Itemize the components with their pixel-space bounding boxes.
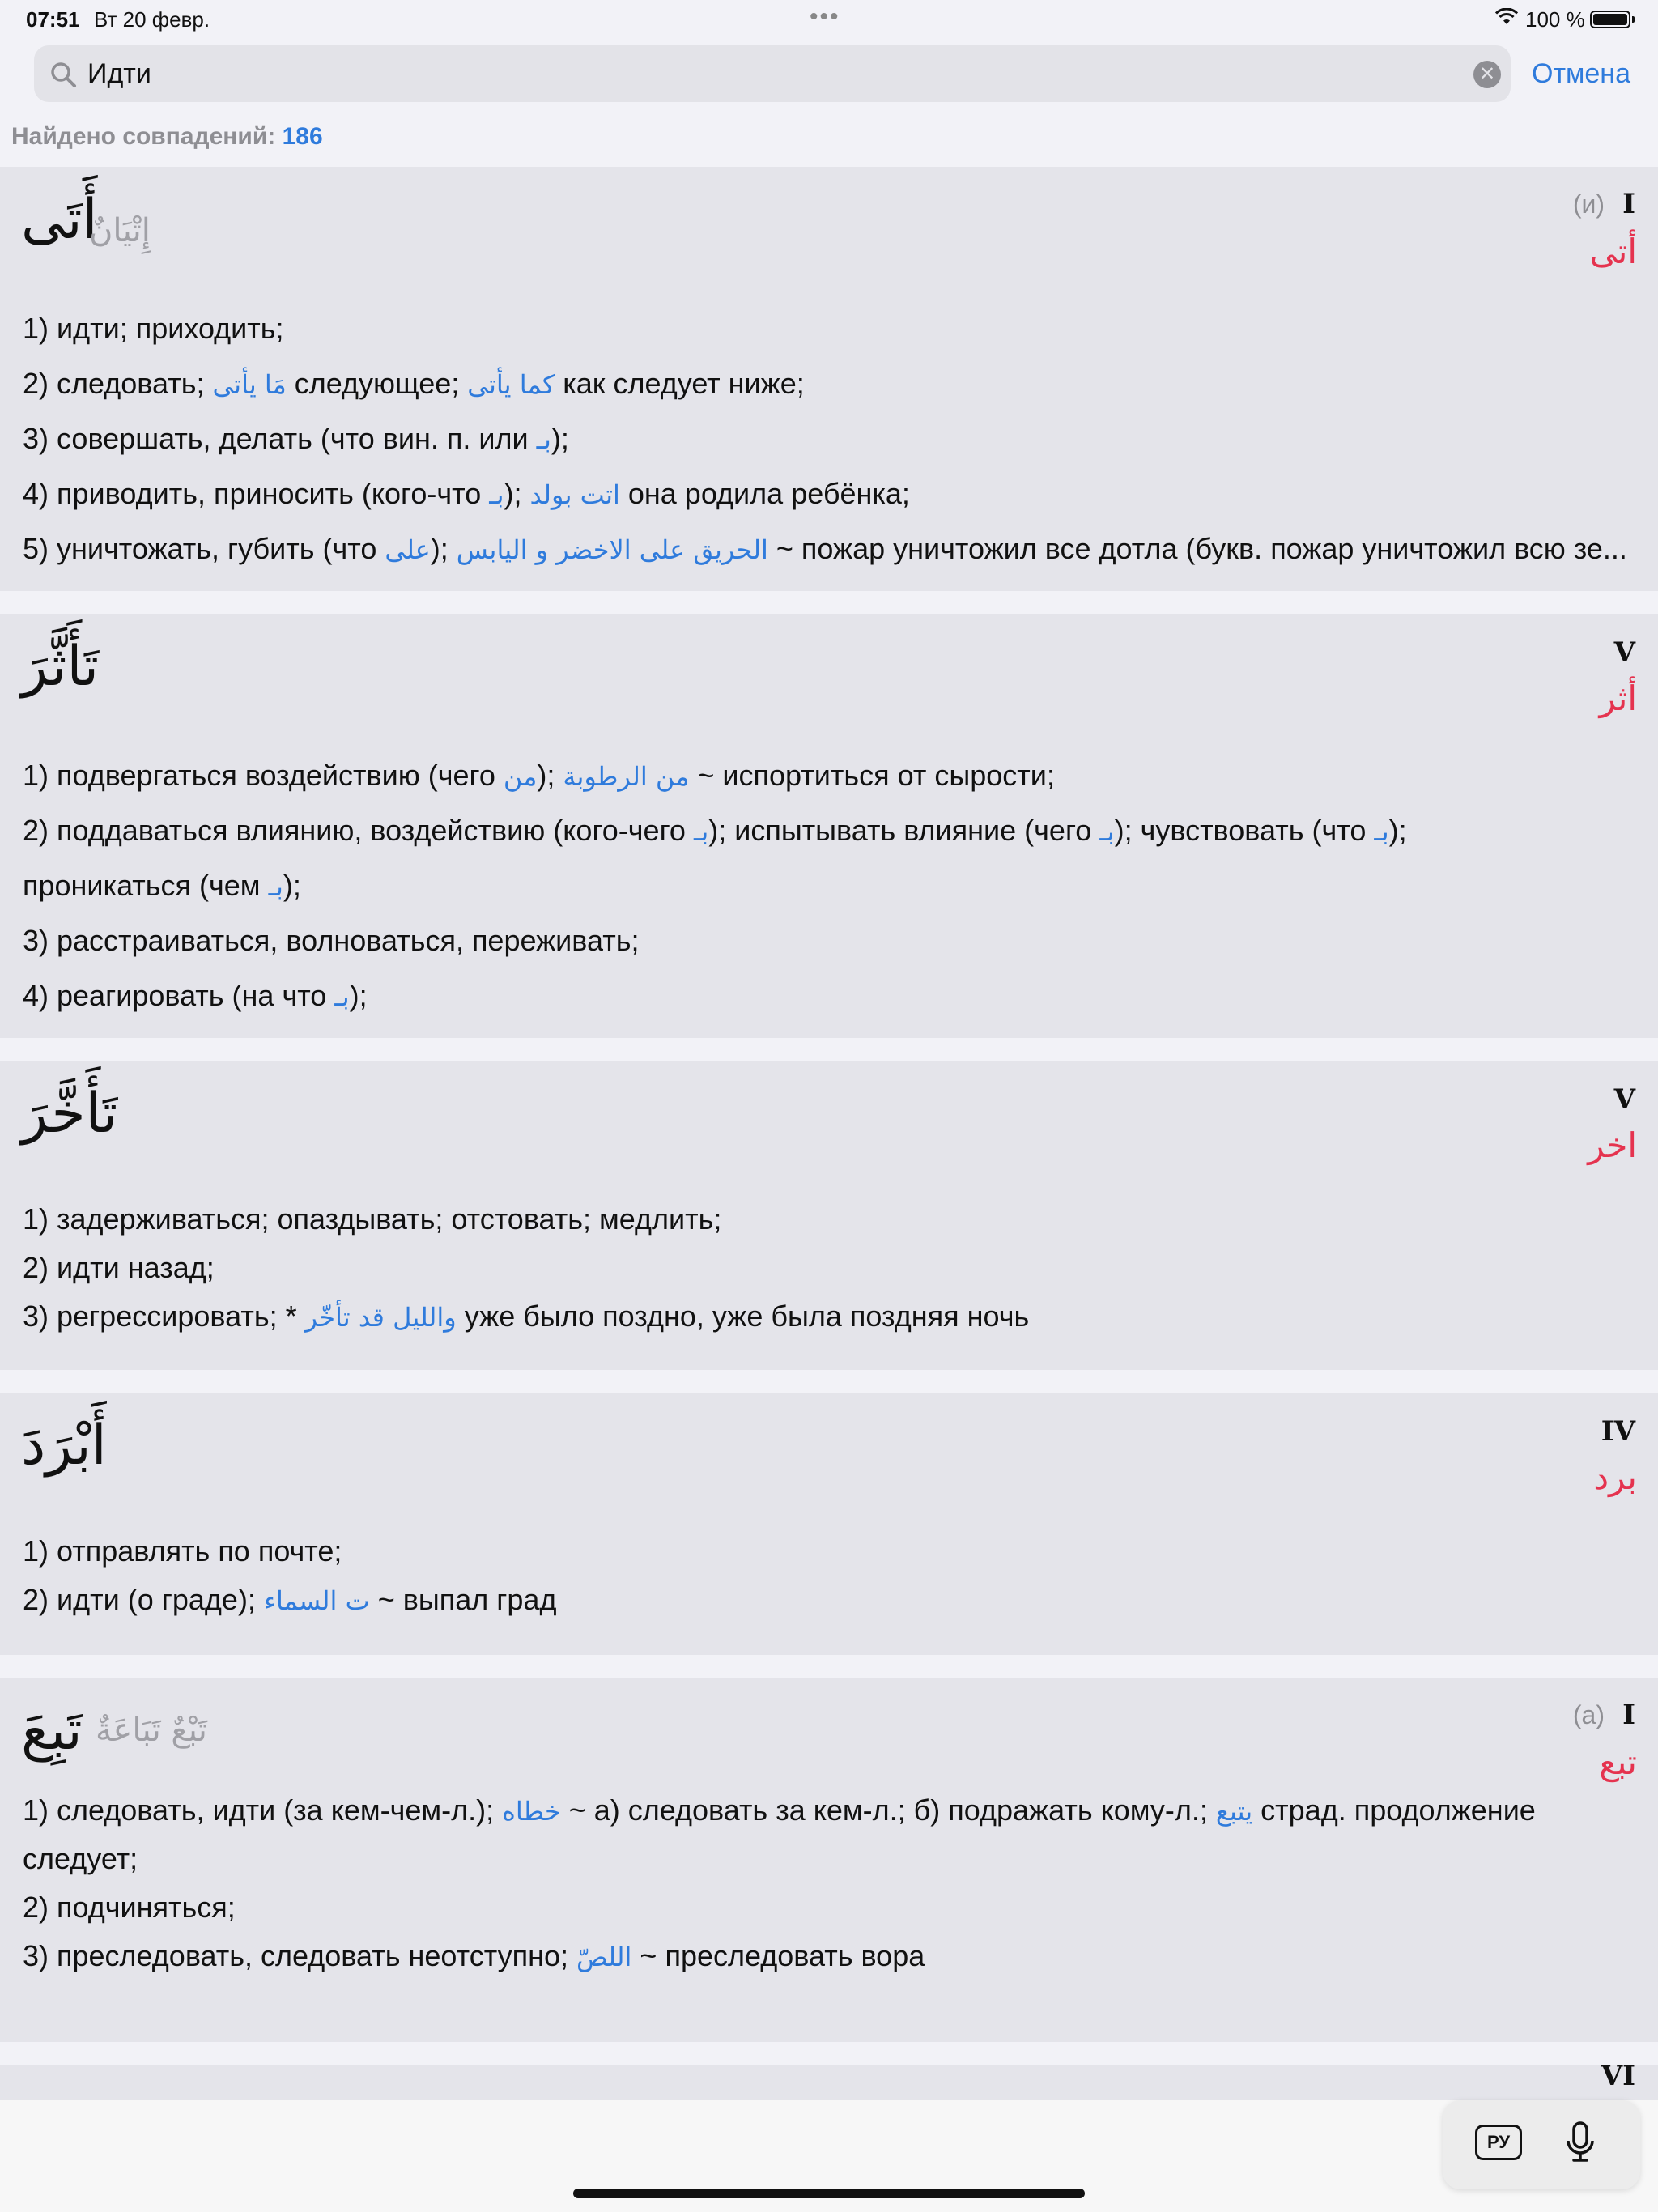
arabic-example-link[interactable]: مَا يأتى xyxy=(212,369,287,400)
arabic-example-link[interactable]: من الرطوبة xyxy=(563,761,690,792)
definition-text: ); xyxy=(283,869,301,902)
arabic-example-link[interactable]: بـ xyxy=(693,816,709,847)
entry-root: تبع xyxy=(1599,1742,1637,1782)
definition-line xyxy=(23,521,1634,576)
entry-headword: تَأَخَّرَ xyxy=(21,1082,118,1146)
definition-text: 5) уничтожать, губить (что xyxy=(23,532,385,565)
result-entry[interactable] xyxy=(0,614,1658,1038)
definition-text: ~ испортиться от сырости; xyxy=(689,759,1055,792)
arabic-example-link[interactable]: خطاه xyxy=(502,1796,561,1827)
entry-root: اخر xyxy=(1588,1125,1637,1165)
definition-text: ~ преследовать вора xyxy=(631,1939,925,1972)
entry-root: أتى xyxy=(1589,232,1637,271)
entry-vowel: (и) xyxy=(1572,189,1605,219)
definition-line xyxy=(23,748,1634,803)
result-entry[interactable] xyxy=(0,167,1658,591)
entry-form: V xyxy=(1613,1083,1635,1116)
microphone-icon[interactable] xyxy=(1564,2120,1596,2165)
status-time: 07:51 xyxy=(26,7,80,32)
cancel-button[interactable]: Отмена xyxy=(1532,58,1630,89)
status-bar xyxy=(0,0,1658,39)
definition-text: 1) отправлять по почте; xyxy=(23,1534,342,1568)
arabic-example-link[interactable]: بـ xyxy=(334,981,350,1012)
definition-text: 2) подчиняться; xyxy=(23,1891,236,1924)
entry-headword: أَبْرَدَ xyxy=(21,1414,107,1478)
definition-text: 3) регрессировать; * xyxy=(23,1300,305,1333)
entry-form: I xyxy=(1622,188,1635,220)
entry-definitions xyxy=(23,1527,1634,1624)
home-indicator[interactable] xyxy=(573,2189,1085,2198)
arabic-example-link[interactable]: بـ xyxy=(268,871,283,902)
definition-text: 2) поддаваться влиянию, воздействию (кого-чего xyxy=(23,814,694,847)
arabic-example-link[interactable]: بـ xyxy=(536,424,551,455)
definition-text: следующее; xyxy=(286,367,468,400)
search-row xyxy=(0,42,1658,107)
definition-text: ); чувствовать (что xyxy=(1114,814,1375,847)
definition-line xyxy=(23,1883,1634,1932)
result-entry[interactable] xyxy=(0,1061,1658,1370)
definition-line xyxy=(23,913,1634,968)
definition-text: как следует ниже; xyxy=(555,367,805,400)
definition-text: 1) задерживаться; опаздывать; отстовать; медлить; xyxy=(23,1202,722,1236)
definition-text: ); xyxy=(537,759,563,792)
arabic-example-link[interactable]: على xyxy=(385,534,431,565)
definition-line xyxy=(23,411,1634,466)
definition-line xyxy=(23,466,1634,521)
definition-text: 3) совершать, делать (что вин. п. или xyxy=(23,422,537,455)
definition-text: 3) расстраиваться, волноваться, переживать; xyxy=(23,924,640,957)
entry-definitions xyxy=(23,301,1634,576)
definition-text: 3) преследовать, следовать неотступно; xyxy=(23,1939,576,1972)
entry-definitions xyxy=(23,748,1634,1023)
definition-line xyxy=(23,301,1634,356)
status-date: Вт 20 февр. xyxy=(94,7,210,32)
definition-text: страд. продолжение xyxy=(1252,1793,1536,1827)
multitasking-dots-icon[interactable]: ••• xyxy=(810,3,840,30)
definition-text: 2) идти (о граде); xyxy=(23,1583,264,1616)
arabic-example-link[interactable]: يتبع xyxy=(1215,1796,1253,1827)
arabic-example-link[interactable]: اتت بولد xyxy=(529,479,620,510)
definition-text: уже было поздно, уже была поздняя ночь xyxy=(456,1300,1030,1333)
definition-line xyxy=(23,1244,1634,1292)
definition-text: 2) следовать; xyxy=(23,367,213,400)
entry-form: I xyxy=(1622,1699,1635,1731)
wifi-icon xyxy=(1494,8,1519,26)
arabic-example-link[interactable]: والليل قد تأخّر xyxy=(304,1302,457,1333)
entry-headword: تَأَثَّرَ xyxy=(21,635,100,699)
definition-text: она родила ребёнка; xyxy=(619,477,910,510)
keyboard-accessory xyxy=(1443,2100,1640,2189)
result-entry[interactable] xyxy=(0,1678,1658,2042)
entry-headword: أَتَى xyxy=(21,188,98,252)
results-count-label: Найдено совпадений: xyxy=(11,123,276,150)
entry-masdar: إِتْيَانٌ xyxy=(89,212,151,249)
entry-headword: تَبِعَ xyxy=(21,1699,83,1763)
definition-line xyxy=(23,1576,1634,1624)
arabic-example-link[interactable]: بـ xyxy=(489,479,504,510)
arabic-example-link[interactable]: ت السماء xyxy=(263,1585,370,1616)
arabic-example-link[interactable]: من xyxy=(503,761,538,792)
definition-line xyxy=(23,356,1634,411)
entry-form: IV xyxy=(1601,1415,1635,1448)
definition-line xyxy=(23,1195,1634,1244)
arabic-example-link[interactable]: بـ xyxy=(1099,816,1115,847)
language-switch-button[interactable]: РУ xyxy=(1475,2125,1522,2160)
definition-text: проникаться (чем xyxy=(23,869,269,902)
arabic-example-link[interactable]: بـ xyxy=(1374,816,1389,847)
definition-text: ~ а) следовать за кем-л.; б) подражать кому-л.; xyxy=(560,1793,1216,1827)
entry-form: VI xyxy=(1601,2060,1635,2092)
definition-text: ); xyxy=(1388,814,1407,847)
search-icon xyxy=(49,60,78,89)
definition-text: 1) идти; приходить; xyxy=(23,312,284,345)
definition-text: 1) следовать, идти (за кем-чем-л.); xyxy=(23,1793,503,1827)
definition-text: 2) идти назад; xyxy=(23,1251,215,1284)
search-bar[interactable] xyxy=(34,45,1511,102)
definition-line xyxy=(23,968,1634,1023)
definition-text: ); испытывать влияние (чего xyxy=(708,814,1100,847)
definition-text: 4) реагировать (на что xyxy=(23,979,335,1012)
entry-root: أثر xyxy=(1599,678,1637,718)
results-count-value: 186 xyxy=(282,123,323,150)
definition-text: следует; xyxy=(23,1842,138,1875)
entry-form: V xyxy=(1613,636,1635,669)
entry-definitions xyxy=(23,1786,1634,1980)
entry-definitions xyxy=(23,1195,1634,1341)
definition-line xyxy=(23,1932,1634,1980)
definition-text: ); xyxy=(349,979,368,1012)
definition-text: ); xyxy=(430,532,457,565)
definition-line xyxy=(23,1835,1634,1883)
entry-masdar: تَبْعٌ تَبَاعَةٌ xyxy=(96,1712,207,1749)
definition-text: ~ выпал град xyxy=(369,1583,557,1616)
arabic-example-link[interactable]: الحريق على الاخضر و اليابس xyxy=(456,534,768,565)
definition-line xyxy=(23,858,1634,913)
definition-text: ~ пожар уничтожил все дотла (букв. пожар уничтожил всю зе... xyxy=(767,532,1627,565)
clear-icon[interactable]: ✕ xyxy=(1473,61,1501,88)
search-input[interactable] xyxy=(87,58,1448,90)
arabic-example-link[interactable]: كما يأتى xyxy=(467,369,555,400)
entry-vowel: (a) xyxy=(1572,1700,1605,1729)
definition-text: 4) приводить, приносить (кого-что xyxy=(23,477,490,510)
definition-line xyxy=(23,1292,1634,1341)
definition-line xyxy=(23,1786,1634,1835)
definition-line xyxy=(23,803,1634,858)
definition-line xyxy=(23,1527,1634,1576)
definition-text: ); xyxy=(504,477,530,510)
result-entry[interactable] xyxy=(0,1393,1658,1655)
arabic-example-link[interactable]: اللصّ xyxy=(576,1942,632,1972)
results-count xyxy=(11,123,323,151)
definition-text: 1) подвергаться воздействию (чего xyxy=(23,759,504,792)
battery-percentage: 100 % xyxy=(1525,7,1585,32)
battery-icon xyxy=(1590,11,1630,28)
definition-text: ); xyxy=(551,422,569,455)
entry-root: برد xyxy=(1593,1457,1637,1497)
